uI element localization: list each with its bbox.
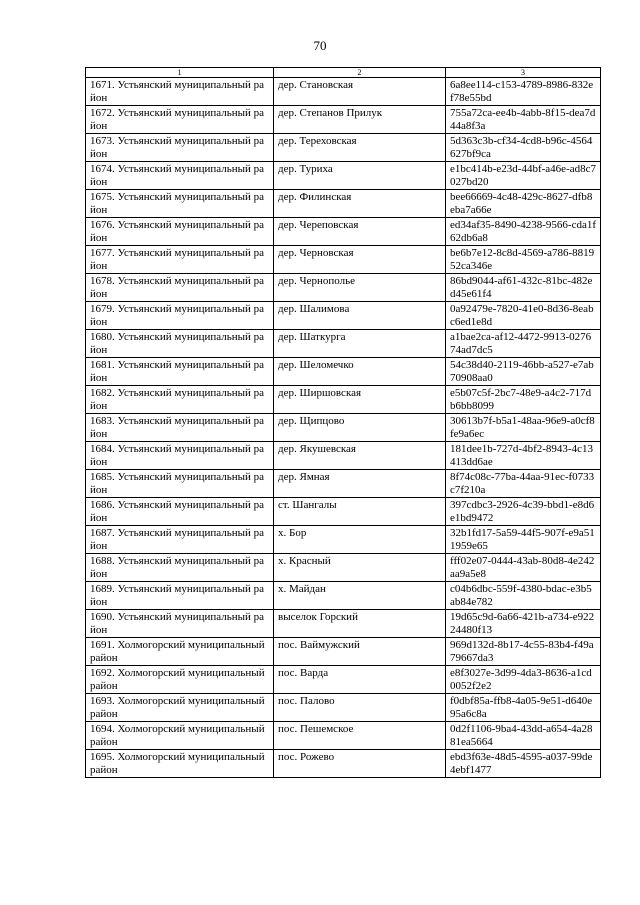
code-cell <box>446 134 601 162</box>
table-row <box>86 246 601 274</box>
municipality-cell <box>86 386 274 414</box>
table-row <box>86 526 601 554</box>
settlement-cell <box>274 218 446 246</box>
municipality-cell-text: 1692. Холмогорский муниципальный район <box>90 667 265 692</box>
settlement-cell <box>274 78 446 106</box>
code-cell-text: c04b6dbc-559f-4380-bdac-e3b5ab84e782 <box>450 583 592 608</box>
code-cell <box>446 526 601 554</box>
municipality-cell-text: 1682. Устьянский муниципальный район <box>90 387 265 412</box>
settlement-cell-text: дер. Становская <box>278 79 354 91</box>
municipality-cell <box>86 134 274 162</box>
settlement-cell <box>274 386 446 414</box>
municipality-cell <box>86 246 274 274</box>
code-cell-text: 0a92479e-7820-41e0-8d36-8eabc6ed1e8d <box>450 303 594 328</box>
table-row <box>86 106 601 134</box>
settlement-cell-text: дер. Степанов Прилук <box>278 107 383 119</box>
code-cell-text: 19d65c9d-6a66-421b-a734-e92224480f13 <box>450 611 595 636</box>
table-row <box>86 694 601 722</box>
table-row <box>86 498 601 526</box>
municipality-cell-text: 1683. Устьянский муниципальный район <box>90 415 265 440</box>
municipality-cell-text: 1686. Устьянский муниципальный район <box>90 499 265 524</box>
table-row <box>86 638 601 666</box>
settlement-cell-text: дер. Череповская <box>278 219 359 231</box>
code-cell-text: ed34af35-8490-4238-9566-cda1f62db6a8 <box>450 219 597 244</box>
settlement-cell-text: дер. Шеломечко <box>278 359 354 371</box>
municipality-cell <box>86 470 274 498</box>
municipality-cell-text: 1675. Устьянский муниципальный район <box>90 191 265 216</box>
settlement-cell-text: х. Красный <box>278 555 331 567</box>
code-cell-text: 54c38d40-2119-46bb-a527-e7ab70908aa0 <box>450 359 594 384</box>
municipality-cell-text: 1676. Устьянский муниципальный район <box>90 219 265 244</box>
municipality-cell <box>86 218 274 246</box>
settlement-cell <box>274 554 446 582</box>
code-cell-text: e1bc414b-e23d-44bf-a46e-ad8c7027bd20 <box>450 163 596 188</box>
municipality-cell <box>86 526 274 554</box>
code-cell <box>446 106 601 134</box>
table-row <box>86 274 601 302</box>
settlement-cell <box>274 470 446 498</box>
settlement-cell <box>274 610 446 638</box>
code-cell <box>446 582 601 610</box>
settlement-cell <box>274 414 446 442</box>
settlement-cell <box>274 190 446 218</box>
municipality-cell <box>86 694 274 722</box>
municipality-cell-text: 1695. Холмогорский муниципальный район <box>90 751 265 776</box>
code-cell-text: a1bae2ca-af12-4472-9913-027674ad7dc5 <box>450 331 592 356</box>
settlement-cell <box>274 666 446 694</box>
settlement-cell <box>274 638 446 666</box>
municipality-cell <box>86 750 274 778</box>
settlement-cell-text: дер. Щипцово <box>278 415 345 427</box>
settlement-cell-text: пос. Варда <box>278 667 329 679</box>
code-cell <box>446 274 601 302</box>
code-cell <box>446 330 601 358</box>
municipality-cell-text: 1690. Устьянский муниципальный район <box>90 611 265 636</box>
column-header-3: 3 <box>446 68 601 78</box>
code-cell-text: be6b7e12-8c8d-4569-a786-881952ca346e <box>450 247 595 272</box>
code-cell-text: 8f74c08c-77ba-44aa-91ec-f0733c7f210a <box>450 471 595 496</box>
settlement-cell <box>274 162 446 190</box>
municipality-cell <box>86 638 274 666</box>
code-cell <box>446 498 601 526</box>
settlement-cell <box>274 134 446 162</box>
code-cell-text: 181dee1b-727d-4bf2-8943-4c13413dd6ae <box>450 443 593 468</box>
municipality-cell-text: 1680. Устьянский муниципальный район <box>90 331 265 356</box>
table-row <box>86 554 601 582</box>
settlement-cell <box>274 750 446 778</box>
settlement-cell-text: пос. Ваймужский <box>278 639 360 651</box>
table-row <box>86 582 601 610</box>
code-cell-text: fff02e07-0444-43ab-80d8-4e242aa9a5e8 <box>450 555 595 580</box>
code-cell <box>446 78 601 106</box>
settlement-cell <box>274 526 446 554</box>
municipality-cell <box>86 666 274 694</box>
code-cell-text: 397cdbc3-2926-4c39-bbd1-e8d6e1bd9472 <box>450 499 595 524</box>
code-cell <box>446 162 601 190</box>
code-cell-text: 6a8ee114-c153-4789-8986-832ef78e55bd <box>450 79 594 104</box>
code-cell <box>446 246 601 274</box>
table-row <box>86 386 601 414</box>
table-row <box>86 470 601 498</box>
settlement-cell <box>274 498 446 526</box>
settlement-cell-text: дер. Шалимова <box>278 303 350 315</box>
code-cell <box>446 750 601 778</box>
code-cell-text: 0d2f1106-9ba4-43dd-a654-4a2881ea5664 <box>450 723 593 748</box>
settlement-cell <box>274 246 446 274</box>
table-row <box>86 358 601 386</box>
municipality-cell <box>86 106 274 134</box>
code-cell-text: 86bd9044-af61-432c-81bc-482ed45e61f4 <box>450 275 593 300</box>
settlement-cell-text: дер. Тереховская <box>278 135 357 147</box>
table-row <box>86 162 601 190</box>
table-row <box>86 610 601 638</box>
settlement-cell-text: дер. Туриха <box>278 163 333 175</box>
settlement-cell-text: выселок Горский <box>278 611 358 623</box>
settlement-cell <box>274 582 446 610</box>
settlement-cell <box>274 358 446 386</box>
code-cell-text: 969d132d-8b17-4c55-83b4-f49a79667da3 <box>450 639 594 664</box>
settlement-cell <box>274 106 446 134</box>
table-row <box>86 442 601 470</box>
settlement-cell-text: х. Майдан <box>278 583 326 595</box>
code-cell <box>446 722 601 750</box>
table-row <box>86 330 601 358</box>
settlement-cell <box>274 274 446 302</box>
table-row <box>86 302 601 330</box>
municipality-cell-text: 1677. Устьянский муниципальный район <box>90 247 265 272</box>
code-cell <box>446 470 601 498</box>
code-cell-text: e5b07c5f-2bc7-48e9-a4c2-717db6bb8099 <box>450 387 592 412</box>
municipality-cell-text: 1688. Устьянский муниципальный район <box>90 555 265 580</box>
municipality-cell-text: 1673. Устьянский муниципальный район <box>90 135 265 160</box>
settlement-cell-text: дер. Чернополье <box>278 275 356 287</box>
municipality-cell <box>86 274 274 302</box>
code-cell-text: f0dbf85a-ffb8-4a05-9e51-d640e95a6c8a <box>450 695 593 720</box>
code-cell-text: 755a72ca-ee4b-4abb-8f15-dea7d44a8f3a <box>450 107 596 132</box>
code-cell <box>446 414 601 442</box>
municipality-cell-text: 1672. Устьянский муниципальный район <box>90 107 265 132</box>
settlement-cell-text: дер. Ширшовская <box>278 387 362 399</box>
settlement-cell-text: пос. Пешемское <box>278 723 354 735</box>
municipality-cell <box>86 330 274 358</box>
code-cell-text: 5d363c3b-cf34-4cd8-b96c-4564627bf9ca <box>450 135 593 160</box>
table-row <box>86 414 601 442</box>
code-cell <box>446 358 601 386</box>
settlement-cell <box>274 722 446 750</box>
code-cell <box>446 190 601 218</box>
table-row <box>86 78 601 106</box>
municipality-cell <box>86 358 274 386</box>
municipality-cell-text: 1694. Холмогорский муниципальный район <box>90 723 265 748</box>
code-cell <box>446 694 601 722</box>
settlement-cell-text: пос. Рожево <box>278 751 335 763</box>
code-cell <box>446 302 601 330</box>
table-header-row <box>86 68 601 78</box>
code-cell-text: ebd3f63e-48d5-4595-a037-99de4ebf1477 <box>450 751 593 776</box>
column-header-2: 2 <box>274 68 446 78</box>
table-row <box>86 218 601 246</box>
municipality-cell-text: 1685. Устьянский муниципальный район <box>90 471 265 496</box>
municipality-cell-text: 1689. Устьянский муниципальный район <box>90 583 265 608</box>
code-cell-text: 32b1fd17-5a59-44f5-907f-e9a511959e65 <box>450 527 595 552</box>
municipality-cell-text: 1679. Устьянский муниципальный район <box>90 303 265 328</box>
settlement-cell <box>274 694 446 722</box>
settlements-table <box>85 67 601 778</box>
municipality-cell <box>86 302 274 330</box>
table-row <box>86 722 601 750</box>
municipality-cell <box>86 610 274 638</box>
municipality-cell <box>86 498 274 526</box>
municipality-cell <box>86 78 274 106</box>
table-row <box>86 134 601 162</box>
settlement-cell-text: пос. Палово <box>278 695 335 707</box>
page-number: 70 <box>313 38 327 53</box>
settlement-cell-text: х. Бор <box>278 527 307 539</box>
code-cell <box>446 554 601 582</box>
settlement-cell-text: дер. Черновская <box>278 247 354 259</box>
municipality-cell-text: 1674. Устьянский муниципальный район <box>90 163 265 188</box>
table-row <box>86 666 601 694</box>
table-body <box>86 68 601 778</box>
settlement-cell-text: дер. Шаткурга <box>278 331 346 343</box>
table-row <box>86 190 601 218</box>
settlement-cell-text: дер. Ямная <box>278 471 330 483</box>
municipality-cell <box>86 442 274 470</box>
municipality-cell <box>86 190 274 218</box>
table-row <box>86 750 601 778</box>
code-cell <box>446 666 601 694</box>
code-cell <box>446 218 601 246</box>
settlement-cell <box>274 302 446 330</box>
municipality-cell <box>86 582 274 610</box>
column-header-1: 1 <box>86 68 274 78</box>
code-cell <box>446 386 601 414</box>
municipality-cell <box>86 162 274 190</box>
code-cell-text: bee66669-4c48-429c-8627-dfb8eba7a66e <box>450 191 593 216</box>
municipality-cell-text: 1681. Устьянский муниципальный район <box>90 359 265 384</box>
code-cell-text: e8f3027e-3d99-4da3-8636-a1cd0052f2e2 <box>450 667 592 692</box>
municipality-cell-text: 1671. Устьянский муниципальный район <box>90 79 265 104</box>
municipality-cell-text: 1691. Холмогорский муниципальный район <box>90 639 265 664</box>
municipality-cell <box>86 414 274 442</box>
settlement-cell-text: дер. Якушевская <box>278 443 356 455</box>
settlement-cell-text: дер. Филинская <box>278 191 352 203</box>
municipality-cell-text: 1684. Устьянский муниципальный район <box>90 443 265 468</box>
code-cell <box>446 638 601 666</box>
code-cell <box>446 610 601 638</box>
settlement-cell <box>274 442 446 470</box>
municipality-cell <box>86 722 274 750</box>
municipality-cell-text: 1678. Устьянский муниципальный район <box>90 275 265 300</box>
municipality-cell-text: 1693. Холмогорский муниципальный район <box>90 695 265 720</box>
municipality-cell-text: 1687. Устьянский муниципальный район <box>90 527 265 552</box>
code-cell <box>446 442 601 470</box>
settlement-cell <box>274 330 446 358</box>
code-cell-text: 30613b7f-b5a1-48aa-96e9-a0cf8fe9a6ec <box>450 415 595 440</box>
municipality-cell <box>86 554 274 582</box>
settlement-cell-text: ст. Шангалы <box>278 499 337 511</box>
